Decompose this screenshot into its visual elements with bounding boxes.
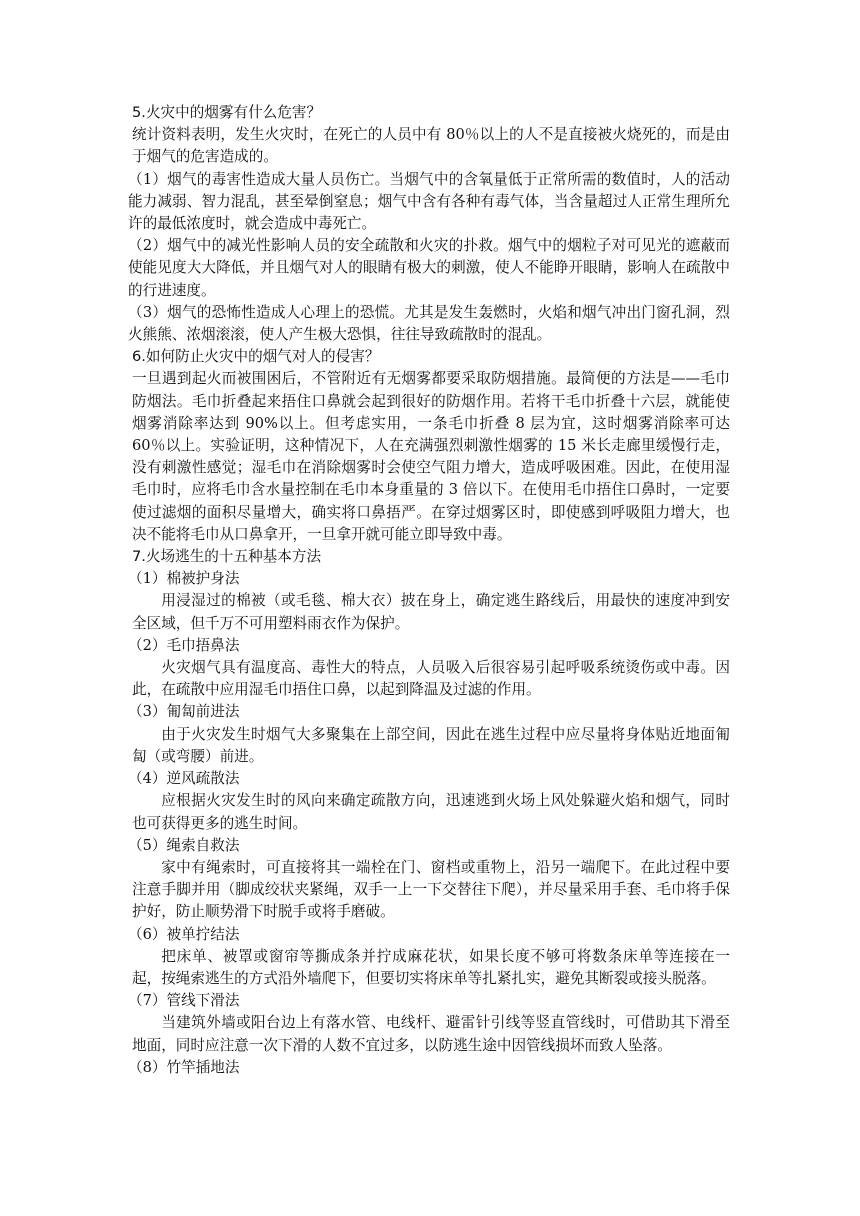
method-text-7: 当建筑外墙或阳台边上有落水管、电线杆、避雷针引线等竖直管线时，可借助其下滑至地面，同时应注意一次下滑的人数不宜过多，以防逃生途中因管线损坏而致人坠落。 [132, 1014, 730, 1054]
method-text-3: 由于火灾发生时烟气大多聚集在上部空间，因此在逃生过程中应尽量将身体贴近地面匍匐（或弯腰）前进。 [132, 725, 730, 765]
method-text-6: 把床单、被罩或窗帘等撕成条并拧成麻花状，如果长度不够可将数条床单等连接在一起，按绳索逃生的方式沿外墙爬下，但要切实将床单等扎紧扎实，避免其断裂或接头脱落。 [132, 947, 730, 987]
paragraph-q6-body: 一旦遇到起火而被围困后，不管附近有无烟雾都要采取防烟措施。最简便的方法是——毛巾防烟法。毛巾折叠起来捂住口鼻就会起到很好的防烟作用。若将干毛巾折叠十六层，就能使烟雾消除率达到 90%以上。但考虑实用，一条毛巾折叠 8 层为宜，这时烟雾消除率可达 60％以上。实验证明，这种情况下，人在充满强烈刺激性烟雾的 15 米长走廊里缓慢行走，没有刺激性感觉；湿毛巾在消除烟雾时会使空气阻力增大，造成呼吸困难。因此，在使用湿毛巾时，应将毛巾含水量控制在毛巾本身重量的 3 倍以下。在使用毛巾捂住口鼻时，一定要使过滤烟的面积尽量增大，确实将口鼻捂严。在穿过烟雾区时，即使感到呼吸阻力增大，也决不能将毛巾从口鼻拿开，一旦拿开就可能立即导致中毒。 [132, 370, 730, 543]
method-text-4: 应根据火灾发生时的风向来确定疏散方向，迅速逃到火场上风处躲避火焰和烟气，同时也可获得更多的逃生时间。 [132, 792, 730, 832]
method-heading-5: （5）绳索自救法 [128, 836, 240, 854]
method-heading-2: （2）毛巾捂鼻法 [128, 636, 240, 654]
section-title-q5: 5.火灾中的烟雾有什么危害？ [132, 104, 322, 121]
method-heading-8: （8）竹竿插地法 [128, 1058, 240, 1076]
paragraph-q5-point-2: （2）烟气中的减光性影响人员的安全疏散和火灾的扑救。烟气中的烟粒子对可见光的遮蔽而使能见度大大降低，并且烟气对人的眼睛有极大的刺激，使人不能睁开眼睛，影响人在疏散中的行进速度。 [128, 237, 730, 299]
document-body [128, 102, 730, 1079]
method-heading-3: （3）匍匐前进法 [128, 703, 240, 721]
method-text-5: 家中有绳索时，可直接将其一端栓在门、窗档或重物上，沿另一端爬下。在此过程中要注意手脚并用（脚成绞状夹紧绳，双手一上一下交替往下爬），并尽量采用手套、毛巾将手保护好，防止顺势滑下时脱手或将手磨破。 [132, 858, 730, 921]
method-text-1: 用浸湿过的棉被（或毛毯、棉大衣）披在身上，确定逃生路线后，用最快的速度冲到安全区域，但千万不可用塑料雨衣作为保护。 [132, 592, 730, 632]
paragraph-q5-point-1: （1）烟气的毒害性造成大量人员伤亡。当烟气中的含氧量低于正常所需的数值时，人的活动能力减弱、智力混乱，甚至晕倒窒息；烟气中含有各种有毒气体，当含量超过人正常生理所允许的最低浓度时，就会造成中毒死亡。 [128, 170, 730, 233]
section-title-q6: 6.如何防止火灾中的烟气对人的侵害？ [132, 348, 380, 366]
section-title-q7: 7.火场逃生的十五种基本方法 [132, 548, 322, 566]
method-heading-7: （7）管线下滑法 [128, 992, 240, 1010]
method-heading-4: （4）逆风疏散法 [128, 770, 240, 788]
paragraph-q5-intro: 统计资料表明，发生火灾时，在死亡的人员中有 80％以上的人不是直接被火烧死的，而是由于烟气的危害造成的。 [132, 126, 730, 166]
method-heading-1: （1）棉被护身法 [128, 570, 240, 588]
paragraph-q5-point-3: （3）烟气的恐怖性造成人心理上的恐慌。尤其是发生轰燃时，火焰和烟气冲出门窗孔洞，烈火熊熊、浓烟滚滚，使人产生极大恐惧，往往导致疏散时的混乱。 [128, 303, 730, 344]
method-heading-6: （6）被单拧结法 [128, 925, 240, 943]
method-text-2: 火灾烟气具有温度高、毒性大的特点，人员吸入后很容易引起呼吸系统烫伤或中毒。因此，在疏散中应用湿毛巾捂住口鼻，以起到降温及过滤的作用。 [132, 659, 730, 699]
